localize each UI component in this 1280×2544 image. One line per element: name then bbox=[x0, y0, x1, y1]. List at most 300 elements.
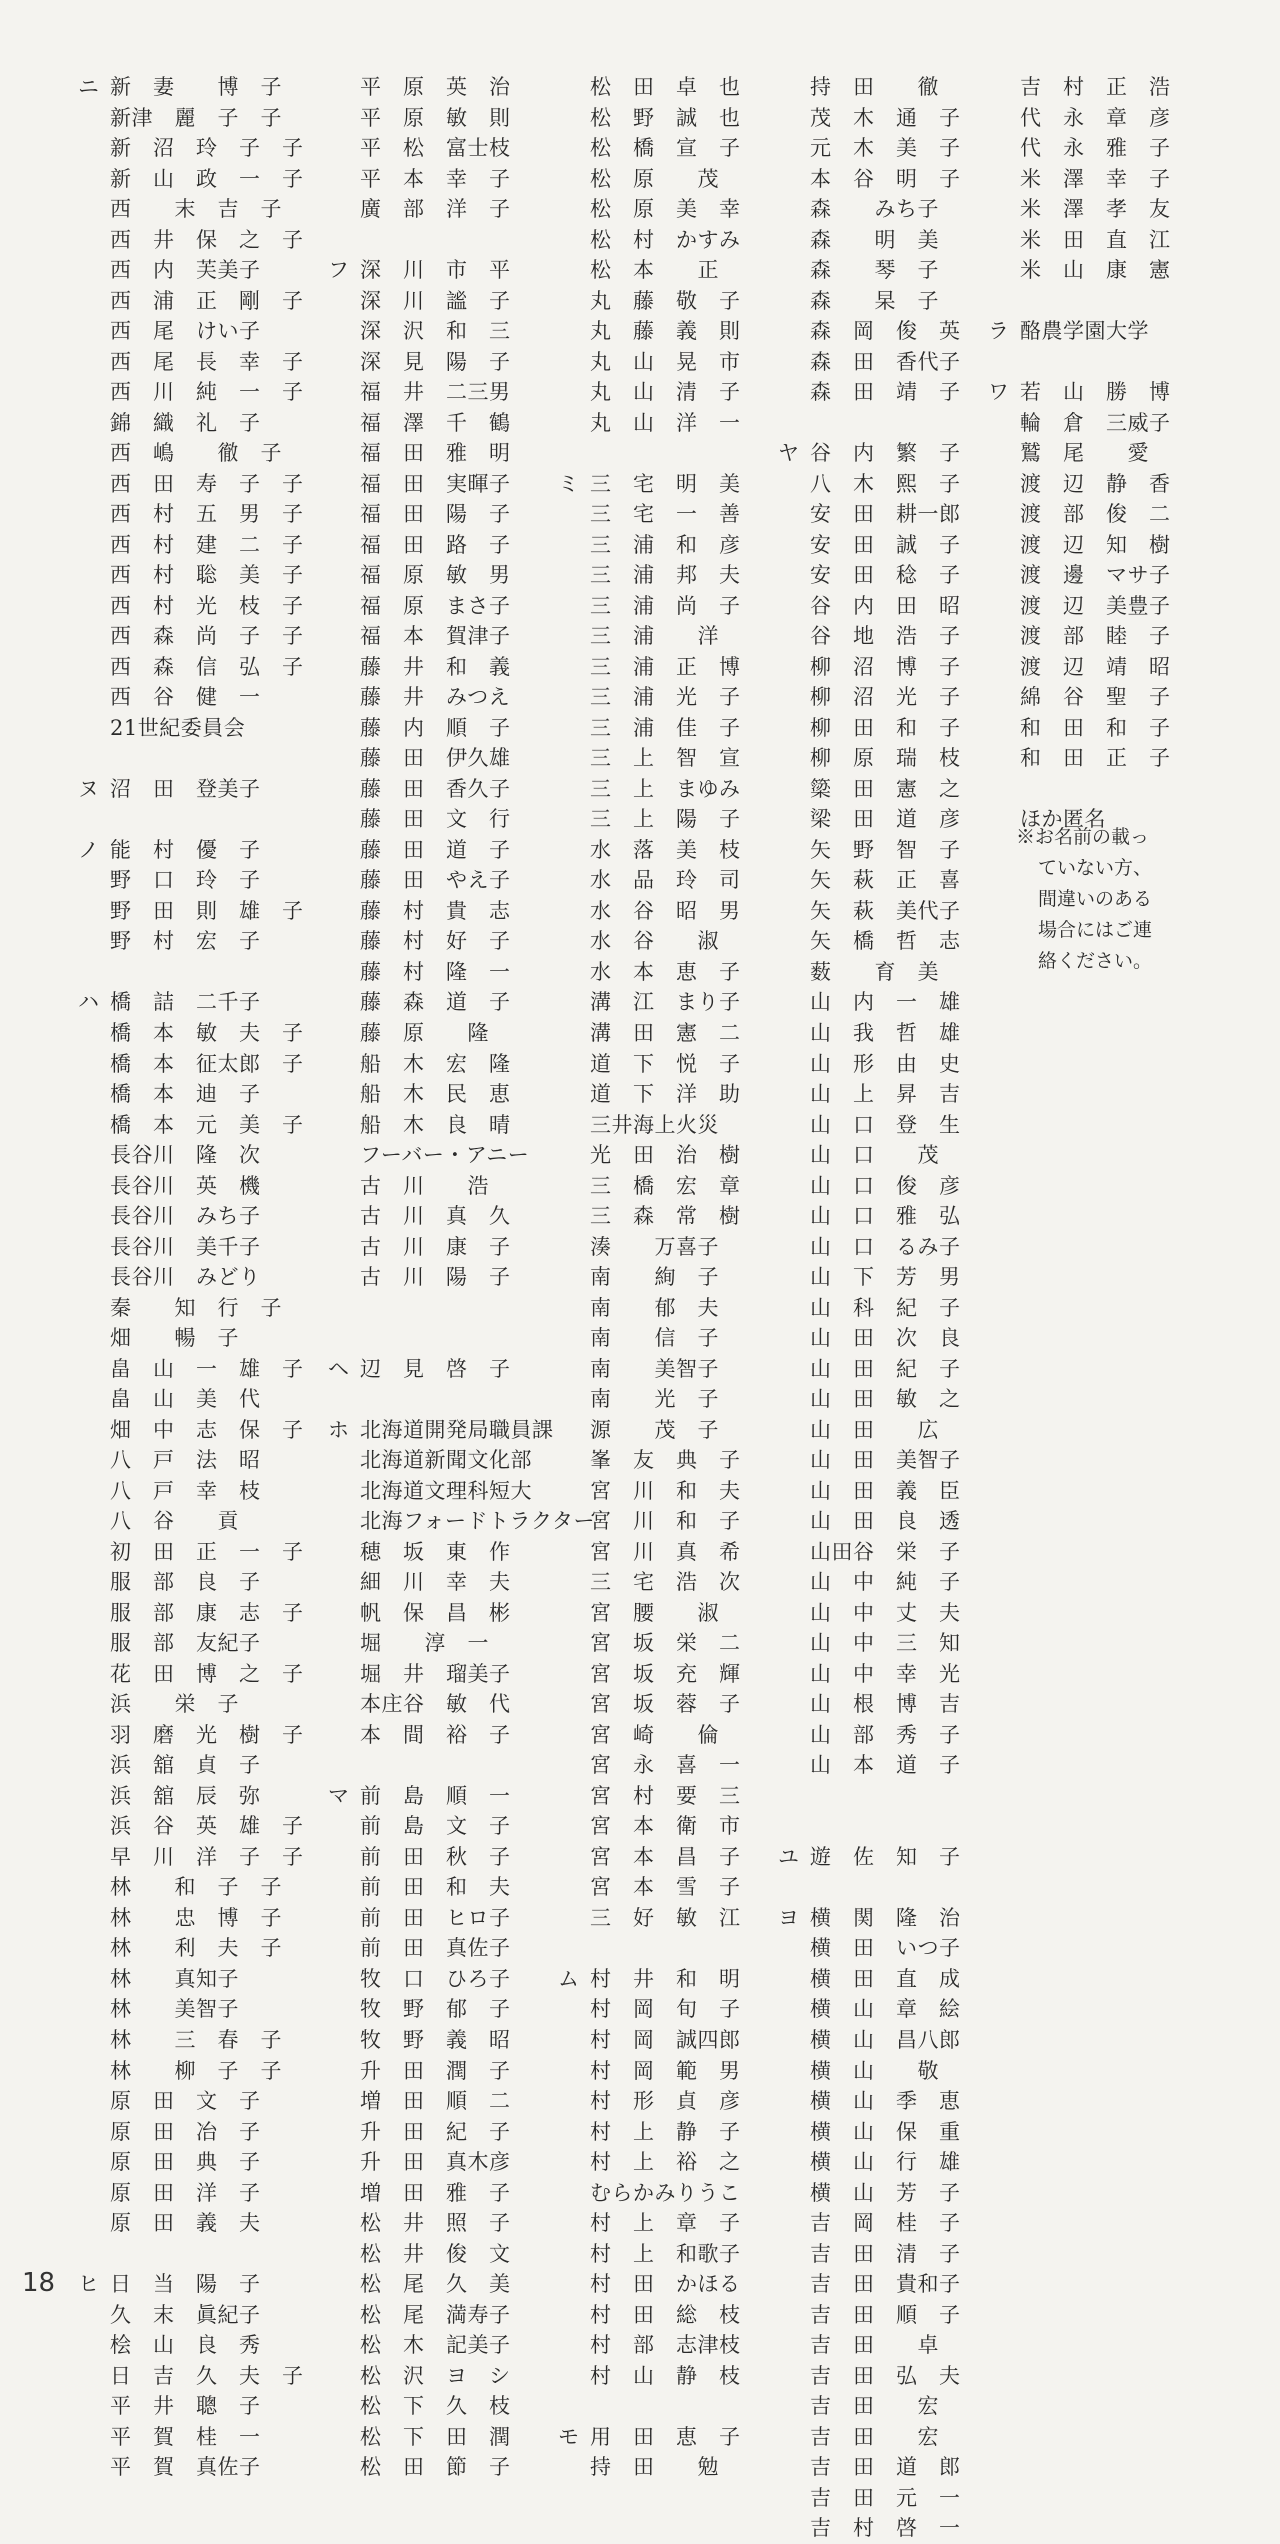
person-name: 三 宅 明 美 bbox=[590, 471, 741, 496]
person-name: 村 形 貞 彦 bbox=[590, 2089, 741, 2114]
person-name: 本 間 裕 子 bbox=[360, 1722, 511, 1747]
person-name: 三 橋 宏 章 bbox=[590, 1173, 741, 1198]
person-name: 久 末 眞紀子 bbox=[110, 2302, 261, 2327]
kana-index-label: ム bbox=[558, 1966, 579, 1991]
person-name: 村 上 裕 之 bbox=[590, 2150, 741, 2175]
person-name: 廣 部 洋 子 bbox=[360, 197, 511, 222]
person-name: 北海道文理科短大 bbox=[360, 1478, 532, 1503]
person-name: 和 田 正 子 bbox=[1020, 746, 1171, 771]
person-name: 丸 藤 義 則 bbox=[590, 319, 741, 344]
person-name: 山 我 哲 雄 bbox=[810, 1020, 961, 1045]
person-name: 羽 磨 光 樹 子 bbox=[110, 1722, 304, 1747]
person-name: 宮 坂 充 輝 bbox=[590, 1661, 741, 1686]
person-name: 山 本 道 子 bbox=[810, 1753, 961, 1778]
person-name: 村 上 静 子 bbox=[590, 2119, 741, 2144]
person-name: 安 田 誠 子 bbox=[810, 532, 961, 557]
kana-index-label: ハ bbox=[78, 990, 99, 1015]
person-name: 茂 木 通 子 bbox=[810, 105, 961, 130]
person-name: 村 岡 範 男 bbox=[590, 2058, 741, 2083]
person-name: 松 原 美 幸 bbox=[590, 197, 741, 222]
person-name: 船 木 良 晴 bbox=[360, 1112, 511, 1137]
person-name: 長谷川 美千子 bbox=[110, 1234, 261, 1259]
person-name: 梁 田 道 彦 bbox=[810, 807, 961, 832]
person-name: 浜 栄 子 bbox=[110, 1692, 239, 1717]
person-name: 山 田 広 bbox=[810, 1417, 939, 1442]
person-name: 八 木 熙 子 bbox=[810, 471, 961, 496]
person-name: 長谷川 みち子 bbox=[110, 1204, 261, 1229]
person-name: 村 山 静 枝 bbox=[590, 2363, 741, 2388]
person-name: 原 田 冶 子 bbox=[110, 2119, 261, 2144]
person-name: 長谷川 英 機 bbox=[110, 1173, 261, 1198]
person-name: 柳 田 和 子 bbox=[810, 715, 961, 740]
kana-index-label: ヘ bbox=[328, 1356, 349, 1381]
person-name: 柳 沼 光 子 bbox=[810, 685, 961, 710]
person-name: 前 島 文 子 bbox=[360, 1814, 511, 1839]
person-name: 山 田 義 臣 bbox=[810, 1478, 961, 1503]
person-name: 水 谷 淑 bbox=[590, 929, 719, 954]
person-name: 福 井 二三男 bbox=[360, 380, 511, 405]
person-name: 北海フォードトラクター bbox=[360, 1509, 596, 1534]
person-name: 森 杲 子 bbox=[810, 288, 939, 313]
person-name: 源 茂 子 bbox=[590, 1417, 719, 1442]
person-name: 山田谷 栄 子 bbox=[810, 1539, 961, 1564]
person-name: 酪農学園大学 bbox=[1020, 319, 1149, 344]
person-name: 宮 腰 淑 bbox=[590, 1600, 719, 1625]
person-name: 水 谷 昭 男 bbox=[590, 898, 741, 923]
person-name: 三 上 まゆみ bbox=[590, 776, 741, 801]
person-name: 光 田 治 樹 bbox=[590, 1143, 741, 1168]
person-name: 松 田 節 子 bbox=[360, 2455, 511, 2480]
person-name: ほか匿名 bbox=[1020, 807, 1106, 832]
person-name: 原 田 義 夫 bbox=[110, 2211, 261, 2236]
person-name: 村 井 和 明 bbox=[590, 1966, 741, 1991]
person-name: 松 本 正 bbox=[590, 258, 719, 283]
person-name: 深 川 謐 子 bbox=[360, 288, 511, 313]
person-name: 初 田 正 一 子 bbox=[110, 1539, 304, 1564]
person-name: 三 浦 和 彦 bbox=[590, 532, 741, 557]
person-name: 平 賀 真佐子 bbox=[110, 2455, 261, 2480]
person-name: 前 田 ヒロ子 bbox=[360, 1905, 511, 1930]
person-name: 村 岡 旬 子 bbox=[590, 1997, 741, 2022]
person-name: 渡 部 俊 二 bbox=[1020, 502, 1171, 527]
person-name: 米 澤 孝 友 bbox=[1020, 197, 1171, 222]
person-name: 山 田 美智子 bbox=[810, 1448, 961, 1473]
person-name: 南 美智子 bbox=[590, 1356, 719, 1381]
person-name: 吉 村 正 浩 bbox=[1020, 75, 1171, 99]
person-name: 用 田 恵 子 bbox=[590, 2424, 741, 2449]
kana-index-label: ニ bbox=[78, 75, 99, 99]
person-name: 野 村 宏 子 bbox=[110, 929, 261, 954]
person-name: 谷 地 浩 子 bbox=[810, 624, 961, 649]
person-name: 古 川 康 子 bbox=[360, 1234, 511, 1259]
person-name: 森 岡 俊 英 bbox=[810, 319, 961, 344]
person-name: 林 和 子 子 bbox=[110, 1875, 282, 1900]
person-name: 藤 村 隆 一 bbox=[360, 959, 511, 984]
person-name: 松 尾 久 美 bbox=[360, 2272, 511, 2297]
person-name: 新 妻 博 子 bbox=[110, 75, 282, 99]
person-name: 藤 内 順 子 bbox=[360, 715, 511, 740]
person-name: 花 田 博 之 子 bbox=[110, 1661, 304, 1686]
person-name: 矢 橋 哲 志 bbox=[810, 929, 961, 954]
person-name: 西 森 信 弘 子 bbox=[110, 654, 304, 679]
person-name: 山 口 俊 彦 bbox=[810, 1173, 961, 1198]
person-name: 西 村 光 枝 子 bbox=[110, 593, 304, 618]
person-name: 三 宅 一 善 bbox=[590, 502, 741, 527]
person-name: 林 美智子 bbox=[110, 1997, 239, 2022]
person-name: 北海道新聞文化部 bbox=[360, 1448, 532, 1473]
person-name: 平 松 富士枝 bbox=[360, 136, 511, 161]
person-name: 三 浦 洋 bbox=[590, 624, 719, 649]
person-name: 丸 山 洋 一 bbox=[590, 410, 741, 435]
person-name: 森 みち子 bbox=[810, 197, 939, 222]
person-name: むらかみりうこ bbox=[590, 2180, 741, 2205]
person-name: 藤 田 道 子 bbox=[360, 837, 511, 862]
person-name: 福 田 実暉子 bbox=[360, 471, 511, 496]
person-name: 西 川 純 一 子 bbox=[110, 380, 304, 405]
person-name: 村 田 総 枝 bbox=[590, 2302, 741, 2327]
person-name: 南 光 子 bbox=[590, 1387, 719, 1412]
person-name: 新津 麗 子 子 bbox=[110, 105, 282, 130]
person-name: 浜 舘 辰 弥 bbox=[110, 1783, 261, 1808]
kana-index-label: ホ bbox=[328, 1417, 349, 1442]
person-name: 升 田 紀 子 bbox=[360, 2119, 511, 2144]
person-name: 渡 辺 靖 昭 bbox=[1020, 654, 1171, 679]
person-name: 能 村 優 子 bbox=[110, 837, 261, 862]
person-name: 升 田 真木彦 bbox=[360, 2150, 511, 2175]
person-name: 三 上 智 宣 bbox=[590, 746, 741, 771]
person-name: 遊 佐 知 子 bbox=[810, 1844, 961, 1869]
person-name: 林 柳 子 子 bbox=[110, 2058, 282, 2083]
person-name: 福 原 まさ子 bbox=[360, 593, 511, 618]
person-name: 八 戸 幸 枝 bbox=[110, 1478, 261, 1503]
person-name: 桧 山 良 秀 bbox=[110, 2333, 261, 2358]
kana-index-label: ワ bbox=[988, 380, 1009, 405]
person-name: 三 上 陽 子 bbox=[590, 807, 741, 832]
person-name: 横 関 隆 治 bbox=[810, 1905, 961, 1930]
person-name: 宮 崎 倫 bbox=[590, 1722, 719, 1747]
person-name: 林 忠 博 子 bbox=[110, 1905, 282, 1930]
person-name: 長谷川 みどり bbox=[110, 1265, 261, 1290]
person-name: 谷 内 田 昭 bbox=[810, 593, 961, 618]
person-name: 宮 永 喜 一 bbox=[590, 1753, 741, 1778]
kana-index-label: ミ bbox=[558, 471, 579, 496]
person-name: 松 木 記美子 bbox=[360, 2333, 511, 2358]
person-name: 溝 田 憲 二 bbox=[590, 1020, 741, 1045]
person-name: 山 中 三 知 bbox=[810, 1631, 961, 1656]
person-name: 吉 田 宏 bbox=[810, 2394, 939, 2419]
person-name: 西 村 建 二 子 bbox=[110, 532, 304, 557]
person-name: 福 本 賀津子 bbox=[360, 624, 511, 649]
person-name: 西 井 保 之 子 bbox=[110, 227, 304, 252]
person-name: 前 田 秋 子 bbox=[360, 1844, 511, 1869]
person-name: 早 川 洋 子 子 bbox=[110, 1844, 304, 1869]
person-name: 村 上 章 子 bbox=[590, 2211, 741, 2236]
person-name: 水 本 恵 子 bbox=[590, 959, 741, 984]
person-name: 松 橋 宣 子 bbox=[590, 136, 741, 161]
person-name: 矢 野 智 子 bbox=[810, 837, 961, 862]
person-name: 前 田 真佐子 bbox=[360, 1936, 511, 1961]
kana-index-label: ラ bbox=[988, 319, 1009, 344]
person-name: 新 沼 玲 子 子 bbox=[110, 136, 304, 161]
person-name: 三 森 常 樹 bbox=[590, 1204, 741, 1229]
person-name: 宮 坂 蓉 子 bbox=[590, 1692, 741, 1717]
person-name: 藤 井 みつえ bbox=[360, 685, 511, 710]
kana-index-label: ヨ bbox=[778, 1905, 799, 1930]
person-name: 森 明 美 bbox=[810, 227, 939, 252]
person-name: 安 田 耕一郎 bbox=[810, 502, 961, 527]
person-name: 山 田 敏 之 bbox=[810, 1387, 961, 1412]
person-name: 道 下 洋 助 bbox=[590, 1082, 741, 1107]
person-name: 三 宅 浩 次 bbox=[590, 1570, 741, 1595]
person-name: 橋 詰 二千子 bbox=[110, 990, 261, 1015]
person-name: 三 浦 尚 子 bbox=[590, 593, 741, 618]
person-name: 山 上 昇 吉 bbox=[810, 1082, 961, 1107]
person-name: 矢 萩 正 喜 bbox=[810, 868, 961, 893]
person-name: 原 田 典 子 bbox=[110, 2150, 261, 2175]
person-name: 服 部 友紀子 bbox=[110, 1631, 261, 1656]
person-name: 鷲 尾 愛 bbox=[1020, 441, 1149, 466]
person-name: フーバー・アニー bbox=[360, 1143, 530, 1168]
person-name: 北海道開発局職員課 bbox=[360, 1417, 554, 1442]
person-name: 藤 井 和 義 bbox=[360, 654, 511, 679]
person-name: 三 浦 邦 夫 bbox=[590, 563, 741, 588]
person-name: 平 原 敏 則 bbox=[360, 105, 511, 130]
person-name: 持 田 勉 bbox=[590, 2455, 719, 2480]
person-name: 福 田 路 子 bbox=[360, 532, 511, 557]
person-name: 簗 田 憲 之 bbox=[810, 776, 961, 801]
person-name: 渡 辺 知 樹 bbox=[1020, 532, 1171, 557]
person-name: 深 川 市 平 bbox=[360, 258, 511, 283]
person-name: 堀 淳 一 bbox=[360, 1631, 489, 1656]
note-line: 間違いのある bbox=[1038, 888, 1153, 910]
kana-index-label: フ bbox=[328, 258, 349, 283]
kana-index-label: ヤ bbox=[778, 441, 799, 466]
person-name: 吉 田 順 子 bbox=[810, 2302, 961, 2327]
person-name: 原 田 文 子 bbox=[110, 2089, 261, 2114]
person-name: 藤 田 伊久雄 bbox=[360, 746, 511, 771]
person-name: 古 川 浩 bbox=[360, 1173, 489, 1198]
person-name: 吉 田 道 郎 bbox=[810, 2455, 961, 2480]
person-name: 藤 田 香久子 bbox=[360, 776, 511, 801]
person-name: 森 田 靖 子 bbox=[810, 380, 961, 405]
person-name: 古 川 真 久 bbox=[360, 1204, 511, 1229]
person-name: 渡 部 睦 子 bbox=[1020, 624, 1171, 649]
kana-index-label: ユ bbox=[778, 1844, 799, 1869]
kana-index-label: ノ bbox=[78, 837, 99, 862]
person-name: 浜 谷 英 雄 子 bbox=[110, 1814, 304, 1839]
person-name: 横 田 直 成 bbox=[810, 1966, 961, 1991]
person-name: 山 口 茂 bbox=[810, 1143, 939, 1168]
person-name: 牧 野 義 昭 bbox=[360, 2028, 511, 2052]
person-name: 柳 原 瑞 枝 bbox=[810, 746, 961, 771]
note-line: 場合にはご連 bbox=[1038, 919, 1153, 941]
person-name: 宮 川 和 夫 bbox=[590, 1478, 741, 1503]
person-name: 山 部 秀 子 bbox=[810, 1722, 961, 1747]
person-name: 村 田 かほる bbox=[590, 2272, 741, 2297]
person-name: 西 嶋 徹 子 bbox=[110, 441, 282, 466]
person-name: 西 村 五 男 子 bbox=[110, 502, 304, 527]
kana-index-label: マ bbox=[328, 1783, 349, 1808]
person-name: 橋 本 敏 夫 子 bbox=[110, 1020, 304, 1045]
person-name: 牧 野 郁 子 bbox=[360, 1997, 511, 2022]
person-name: 西 谷 健 一 bbox=[110, 685, 261, 710]
person-name: 橋 本 元 美 子 bbox=[110, 1112, 304, 1137]
person-name: 沼 田 登美子 bbox=[110, 776, 261, 801]
person-name: 横 山 季 恵 bbox=[810, 2089, 961, 2114]
person-name: 渡 邊 マサ子 bbox=[1020, 563, 1171, 588]
person-name: 西 田 寿 子 子 bbox=[110, 471, 304, 496]
person-name: 谷 内 繁 子 bbox=[810, 441, 961, 466]
person-name: 平 原 英 治 bbox=[360, 75, 511, 99]
person-name: 溝 江 まり子 bbox=[590, 990, 741, 1015]
person-name: 横 山 章 絵 bbox=[810, 1997, 961, 2022]
person-name: 南 信 子 bbox=[590, 1326, 719, 1351]
person-name: 畠 山 一 雄 子 bbox=[110, 1356, 304, 1381]
person-name: 秦 知 行 子 bbox=[110, 1295, 282, 1320]
person-name: 宮 川 和 子 bbox=[590, 1509, 741, 1534]
person-name: 西 村 聡 美 子 bbox=[110, 563, 304, 588]
person-name: 野 口 玲 子 bbox=[110, 868, 261, 893]
person-name: 浜 舘 貞 子 bbox=[110, 1753, 261, 1778]
person-name: 吉 村 啓 一 bbox=[810, 2516, 961, 2541]
person-name: 林 利 夫 子 bbox=[110, 1936, 282, 1961]
person-name: 畑 中 志 保 子 bbox=[110, 1417, 304, 1442]
person-name: 吉 田 清 子 bbox=[810, 2241, 961, 2266]
missing-names-note bbox=[1016, 822, 1202, 977]
person-name: 船 木 民 恵 bbox=[360, 1082, 511, 1107]
person-name: 宮 本 昌 子 bbox=[590, 1844, 741, 1869]
person-name: 平 賀 桂 一 bbox=[110, 2424, 261, 2449]
person-name: 前 田 和 夫 bbox=[360, 1875, 511, 1900]
person-name: 福 田 雅 明 bbox=[360, 441, 511, 466]
person-name: 森 琴 子 bbox=[810, 258, 939, 283]
kana-index-label: ヒ bbox=[78, 2272, 99, 2297]
person-name: 本 谷 明 子 bbox=[810, 166, 961, 191]
person-name: 横 山 行 雄 bbox=[810, 2150, 961, 2175]
person-name: 吉 岡 桂 子 bbox=[810, 2211, 961, 2236]
person-name: 西 森 尚 子 子 bbox=[110, 624, 304, 649]
person-name: 平 井 聰 子 bbox=[110, 2394, 261, 2419]
person-name: 藤 原 隆 bbox=[360, 1020, 489, 1045]
person-name: 宮 川 真 希 bbox=[590, 1539, 741, 1564]
person-name: 船 木 宏 隆 bbox=[360, 1051, 511, 1076]
person-name: 深 沢 和 三 bbox=[360, 319, 511, 344]
person-name: 山 中 幸 光 bbox=[810, 1661, 961, 1686]
person-name: 福 田 陽 子 bbox=[360, 502, 511, 527]
person-name: 柳 沼 博 子 bbox=[810, 654, 961, 679]
person-name: 代 永 雅 子 bbox=[1020, 136, 1171, 161]
person-name: 若 山 勝 博 bbox=[1020, 380, 1171, 405]
person-name: 三井海上火災 bbox=[590, 1112, 719, 1137]
person-name: 山 口 登 生 bbox=[810, 1112, 961, 1137]
person-name: 横 山 芳 子 bbox=[810, 2180, 961, 2205]
person-name: 松 井 俊 文 bbox=[360, 2241, 511, 2266]
kana-index-label: モ bbox=[558, 2424, 579, 2449]
person-name: 南 郁 夫 bbox=[590, 1295, 719, 1320]
person-name: 吉 田 貴和子 bbox=[810, 2272, 961, 2297]
person-name: 山 中 純 子 bbox=[810, 1570, 961, 1595]
person-name: 米 山 康 憲 bbox=[1020, 258, 1171, 283]
person-name: 吉 田 卓 bbox=[810, 2333, 939, 2358]
person-name: 三 浦 正 博 bbox=[590, 654, 741, 679]
person-name: 辺 見 啓 子 bbox=[360, 1356, 511, 1381]
person-name: 藤 田 やえ子 bbox=[360, 868, 511, 893]
person-name: 水 品 玲 司 bbox=[590, 868, 741, 893]
person-name: 水 落 美 枝 bbox=[590, 837, 741, 862]
person-name: 森 田 香代子 bbox=[810, 349, 961, 374]
person-name: 増 田 順 二 bbox=[360, 2089, 511, 2114]
person-name: 日 吉 久 夫 子 bbox=[110, 2363, 304, 2388]
person-name: 横 山 保 重 bbox=[810, 2119, 961, 2144]
person-name: 松 井 照 子 bbox=[360, 2211, 511, 2236]
person-name: 畠 山 美 代 bbox=[110, 1387, 261, 1412]
person-name: 米 田 直 江 bbox=[1020, 227, 1171, 252]
person-name: 湊 万喜子 bbox=[590, 1234, 719, 1259]
person-name: 古 川 陽 子 bbox=[360, 1265, 511, 1290]
person-name: 西 内 芙美子 bbox=[110, 258, 261, 283]
person-name: 西 末 吉 子 bbox=[110, 197, 282, 222]
note-line: ※お名前の載っ bbox=[1016, 826, 1150, 848]
person-name: 米 澤 幸 子 bbox=[1020, 166, 1171, 191]
person-name: 吉 田 宏 bbox=[810, 2424, 939, 2449]
person-name: 吉 田 元 一 bbox=[810, 2485, 961, 2510]
kana-index-label: ヌ bbox=[78, 776, 99, 801]
person-name: 山 田 次 良 bbox=[810, 1326, 961, 1351]
person-name: 山 口 雅 弘 bbox=[810, 1204, 961, 1229]
person-name: 山 科 紀 子 bbox=[810, 1295, 961, 1320]
person-name: 福 澤 千 鶴 bbox=[360, 410, 511, 435]
person-name: 山 田 良 透 bbox=[810, 1509, 961, 1534]
person-name: 藤 村 貴 志 bbox=[360, 898, 511, 923]
person-name: 安 田 稔 子 bbox=[810, 563, 961, 588]
person-name: 服 部 康 志 子 bbox=[110, 1600, 304, 1625]
person-name: 三 浦 佳 子 bbox=[590, 715, 741, 740]
person-name: 藤 村 好 子 bbox=[360, 929, 511, 954]
person-name: 松 尾 満寿子 bbox=[360, 2302, 511, 2327]
person-name: 山 田 紀 子 bbox=[810, 1356, 961, 1381]
person-name: 丸 藤 敬 子 bbox=[590, 288, 741, 313]
person-name: 村 岡 誠四郎 bbox=[590, 2028, 741, 2052]
person-name: 西 尾 けい子 bbox=[110, 319, 261, 344]
note-line: 絡ください。 bbox=[1038, 950, 1153, 972]
person-name: 西 浦 正 剛 子 bbox=[110, 288, 304, 313]
person-name: 林 三 春 子 bbox=[110, 2028, 282, 2052]
person-name: 山 口 るみ子 bbox=[810, 1234, 961, 1259]
person-name: 長谷川 隆 次 bbox=[110, 1143, 261, 1168]
person-name: 帆 保 昌 彬 bbox=[360, 1600, 511, 1625]
person-name: 前 島 順 一 bbox=[360, 1783, 511, 1808]
person-name: 野 田 則 雄 子 bbox=[110, 898, 304, 923]
person-name: 村 上 和歌子 bbox=[590, 2241, 741, 2266]
person-name: 服 部 良 子 bbox=[110, 1570, 261, 1595]
person-name: 丸 山 清 子 bbox=[590, 380, 741, 405]
person-name: 山 中 丈 夫 bbox=[810, 1600, 961, 1625]
person-name: 道 下 悦 子 bbox=[590, 1051, 741, 1076]
person-name: 代 永 章 彦 bbox=[1020, 105, 1171, 130]
person-name: 元 木 美 子 bbox=[810, 136, 961, 161]
person-name: 三 好 敏 江 bbox=[590, 1905, 741, 1930]
person-name: 本庄谷 敏 代 bbox=[360, 1692, 511, 1717]
person-name: 西 尾 長 幸 子 bbox=[110, 349, 304, 374]
person-name: 横 山 敬 bbox=[810, 2058, 939, 2083]
person-name: 八 戸 法 昭 bbox=[110, 1448, 261, 1473]
person-name: 宮 坂 栄 二 bbox=[590, 1631, 741, 1656]
person-name: 吉 田 弘 夫 bbox=[810, 2363, 961, 2388]
person-name: 畑 暢 子 bbox=[110, 1326, 239, 1351]
person-name: 山 下 芳 男 bbox=[810, 1265, 961, 1290]
person-name: 原 田 洋 子 bbox=[110, 2180, 261, 2205]
person-name: 松 田 卓 也 bbox=[590, 75, 741, 99]
